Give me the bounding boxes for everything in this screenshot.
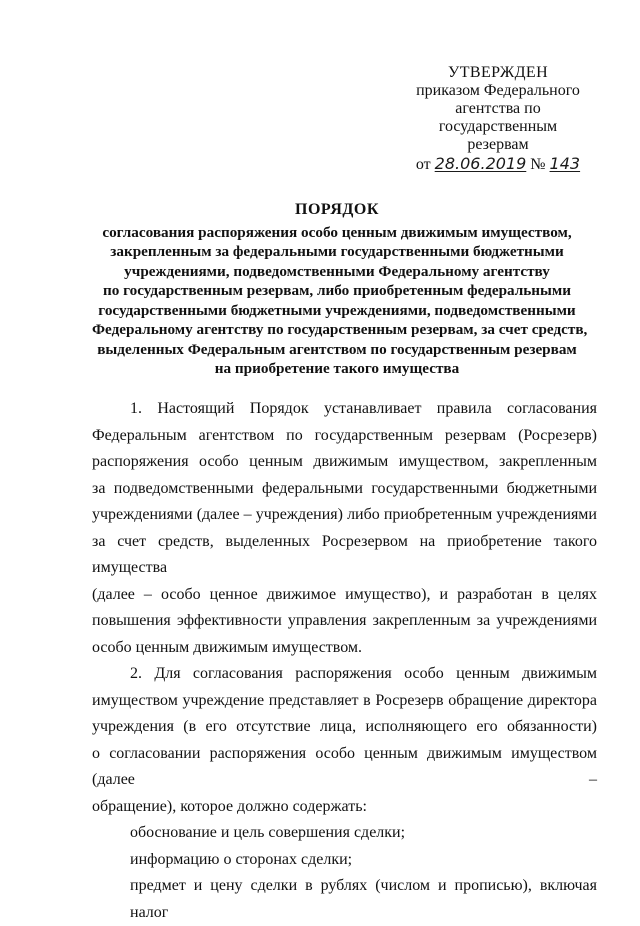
date-prefix: от — [415, 156, 431, 173]
approval-line-3: резервам — [467, 136, 529, 153]
paragraph-2 — [92, 661, 597, 820]
title-line: выделенных Федеральным агентством по государственным резервам — [97, 340, 577, 358]
approval-date-row — [398, 155, 598, 174]
text-line: за подведомственными федеральными государственными бюджетными — [92, 479, 597, 497]
title-heading: ПОРЯДОК — [295, 201, 379, 218]
title-line: учреждениями, подведомственными Федеральному агентству — [124, 262, 550, 280]
document-title — [92, 200, 588, 379]
text-line: имуществом учреждение представляет в Росрезерв обращение директора — [92, 691, 597, 709]
text-line: (далее – особо ценное движимое имущество), и разработан в целях — [92, 585, 597, 603]
document-body — [92, 396, 597, 926]
requirements-list — [92, 820, 597, 926]
title-line: на приобретение такого имущества — [214, 360, 460, 377]
text-line: особо ценным движимым имуществом. — [92, 638, 363, 656]
text-line: за счет средств, выделенных Росрезервом на приобретение такого имущества — [92, 532, 597, 576]
list-item: предмет и цену сделки в рублях (числом и прописью), включая налог — [130, 877, 597, 921]
list-item: обоснование и цель совершения сделки; — [130, 824, 406, 841]
handwritten-date: 28.06.2019 — [434, 154, 527, 173]
text-line: обращение), которое должно содержать: — [92, 797, 367, 815]
text-line: 2. Для согласования распоряжения особо ценным движимым — [130, 665, 597, 682]
handwritten-number: 143 — [549, 154, 581, 173]
number-prefix: № — [530, 156, 546, 173]
text-line: распоряжения особо ценным движимым имуществом, закрепленным — [92, 453, 597, 470]
text-line: повышения эффективности управления закрепленным за учреждениями — [92, 612, 597, 629]
title-line: по государственным резервам, либо приобретенным федеральными — [103, 282, 571, 299]
list-item: информацию о сторонах сделки; — [130, 850, 353, 868]
approval-line-2: агентства по государственным — [438, 100, 558, 135]
paragraph-1 — [92, 396, 597, 661]
text-line: о согласовании распоряжения особо ценным движимым имуществом (далее – — [92, 744, 597, 788]
approval-stamp — [398, 64, 598, 174]
approval-title: УТВЕРЖДЕН — [447, 64, 549, 81]
title-line: согласования распоряжения особо ценным движимым имуществом, — [102, 223, 572, 241]
title-line: Федеральному агентству по государственным резервам, за счет средств, — [92, 321, 588, 338]
title-line: государственными бюджетными учреждениями, подведомственными — [98, 301, 576, 319]
title-line: закрепленным за федеральными государственными бюджетными — [110, 243, 564, 260]
approval-line-1: приказом Федерального — [416, 82, 580, 99]
text-line: учреждения (в его отсутствие лица, исполняющего его обязанности) — [92, 718, 597, 735]
text-line: 1. Настоящий Порядок устанавливает правила согласования — [130, 400, 597, 417]
text-line: Федеральным агентством по государственным резервам (Росрезерв) — [92, 426, 597, 444]
text-line: учреждениями (далее – учреждения) либо приобретенным учреждениями — [92, 506, 597, 523]
